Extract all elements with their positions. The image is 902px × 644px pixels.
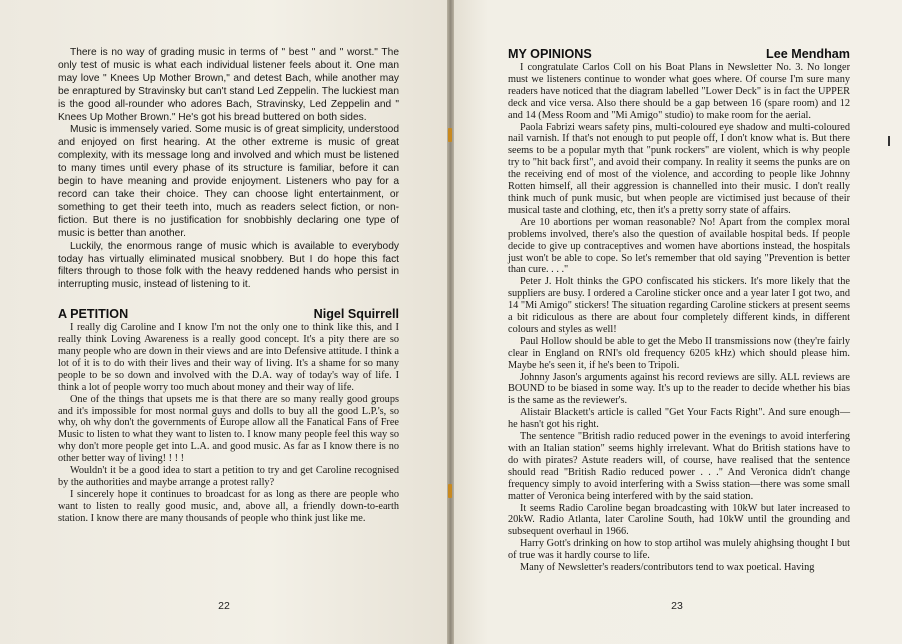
page-number: 22 xyxy=(218,600,230,612)
article-paragraph: It seems Radio Caroline began broadcasting with 10kW but later increased to 20kW. Radio Atlanta, later Caroline South, had 10kW until the grounding and subsequent overhaul in 1966. xyxy=(508,502,850,538)
article-heading xyxy=(58,307,399,321)
body-paragraph: There is no way of grading music in terms of " best " and " worst." The only test of music is what each individual listener feels about it. One man may love " Knees Up Mother Brown," and detest Bach, while another may be enraptured by Stravinsky but can't stand Led Zeppelin. The luckiest man is the good all-rounder who adores Bach, Stravinsky, Led Zeppelin and " Knees Up Mother Brown." He's got his bread buttered on both sides. xyxy=(58,47,399,123)
staple-mark xyxy=(448,128,452,142)
body-paragraph: Luckily, the enormous range of music which is available to everybody today has virtually eliminated musical snobbery. But I do hope this fact filters through to those folk with the heavy reddened hands who persist in interrupting music, instead of listening to it. xyxy=(58,240,399,291)
article-title: MY OPINIONS xyxy=(508,47,592,61)
right-page xyxy=(452,0,902,644)
article-paragraph: I congratulate Carlos Coll on his Boat Plans in Newsletter No. 3. No longer must we listeners continue to wonder what goes where. Of course I'm sure many readers have noticed that the diagram labelled "Lower Deck" is in fact the UPPER deck and vice versa. Also there should be a gap between 16 (spare room) and 12 and 14 (Mess Room and "Mi Amigo" studio) to make room for the aerial. xyxy=(508,62,850,121)
article-paragraph: Paul Hollow should be able to get the Mebo II transmissions now (they're fairly clear in England on RNI's old frequency 6205 kHz) which should please him. Maybe he's seen it, if he's been to Tripoli. xyxy=(508,335,850,371)
article-paragraph: Many of Newsletter's readers/contributors tend to wax poetical. Having xyxy=(520,562,815,574)
binding-gutter xyxy=(447,0,454,644)
article-paragraph: Johnny Jason's arguments against his record reviews are silly. ALL reviews are BOUND to be biased in some way. It's up to the reader to decide whether his bias is the same as the reviewer's. xyxy=(508,371,850,407)
right-column xyxy=(508,47,850,574)
article-author: Nigel Squirrell xyxy=(313,307,399,322)
article-paragraph: Are 10 abortions per woman reasonable? No! Apart from the complex moral problems involved, there's also the question of available hospital beds. If people decide to give up contraceptives and women have abortions instead, the hospitals just won't be able to cope. So let's remember that old saying "Prevention is better than cure. . . ." xyxy=(508,216,850,276)
pen-mark xyxy=(888,136,890,146)
article-author: Lee Mendham xyxy=(766,47,850,61)
article-paragraph: One of the things that upsets me is that there are so many really good groups and it's impossible for most normal guys and dolls to buy all the good L.P.'s, so why, oh why don't the governments of Europe allow all the Fanatical Fans of Free Music to listen to what they want to listen to. I know many people feel this way so why don't more people get into L.A. and good music. As far as I know there is no other better way of living! ! ! ! xyxy=(58,393,399,465)
staple-mark xyxy=(448,484,452,498)
article-paragraph: The sentence "British radio reduced power in the evenings to avoid interfering with an Italian station" seems highly irrelevant. What do British stations have to do with pirates? Astute readers will, of course, have realised that the sentence should read "British Radio reduced power . . ." And Veronica didn't change frequency simply to avoid interfering with a Swiss station—there was some small matter of Veronica being interfered with by the said station. xyxy=(508,431,850,502)
article-paragraph: Paola Fabrizi wears safety pins, multi-coloured eye shadow and multi-coloured nail varnish. If that's not enough to put people off, I don't know what is. But there seems to be a popular myth that "punk rockers" are violent, which is why people try to "hit back first", and avoid their company. In reality it seems the punks are on the receiving end of most of the violence, and according to people like Johnny Rotten himself, all their aggression is channelled into their music. I don't really think much of punk music, but when people are victimised just because of their musical taste and clothing, etc, then it's a pretty sorry state of affairs. xyxy=(508,121,850,216)
page-number: 23 xyxy=(671,600,683,612)
article-title: A PETITION xyxy=(58,307,129,322)
article-heading xyxy=(508,47,850,61)
article-paragraph: Alistair Blackett's article is called "Get Your Facts Right". And sure enough—he hasn't got his right. xyxy=(508,407,850,431)
body-paragraph: Music is immensely varied. Some music is of great simplicity, understood and enjoyed on first hearing. At the other extreme is music of great complexity, with its message long and involved and which must be listened to many times until every phase of its structure is familiar, before it can begin to have meaning and provide enjoyment. Listeners who pay for a record can take their choice. They can choose light entertainment, or something to get their teeth into, much as readers select fiction, or non-fiction. But there is no justification for snobbishly declaring one type of music is better than another. xyxy=(58,124,399,239)
article-paragraph: Harry Gott's drinking on how to stop artihol was mulely ahighsing thought I but of true was it hardly course to life. xyxy=(508,538,850,562)
article-paragraph: Peter J. Holt thinks the GPO confiscated his stickers. It's more likely that the suppliers are busy. I ordered a Caroline sticker once and a year later I got two, and 14 "Mi Amigo" stickers! The situation regarding Caroline stickers at present seems a bit ridiculous as there are about four completely different kinds, in different colours and styles as well! xyxy=(508,276,850,335)
article-paragraph: I really dig Caroline and I know I'm not the only one to think like this, and I really think Loving Awareness is a really good concept. It's a pity there are so many people who are down in their views and are into Defensive attitude. I think a lot of it is to do with their lives and their way of living. It's a shame for so many people to be so down and involved with the D.A. way of today's way of life. I think a lot of people worry too much about money and their way of life. xyxy=(58,322,399,393)
left-column xyxy=(58,47,399,525)
article-paragraph: Wouldn't it be a good idea to start a petition to try and get Caroline recognised by the authorities and maybe arrange a protest rally? xyxy=(58,465,399,488)
article-paragraph: I sincerely hope it continues to broadcast for as long as there are people who want to listen to really good music, and, above all, a friendly down-to-earth station. I know there are many thousands of people who think just like me. xyxy=(58,488,399,524)
left-page xyxy=(0,0,449,644)
